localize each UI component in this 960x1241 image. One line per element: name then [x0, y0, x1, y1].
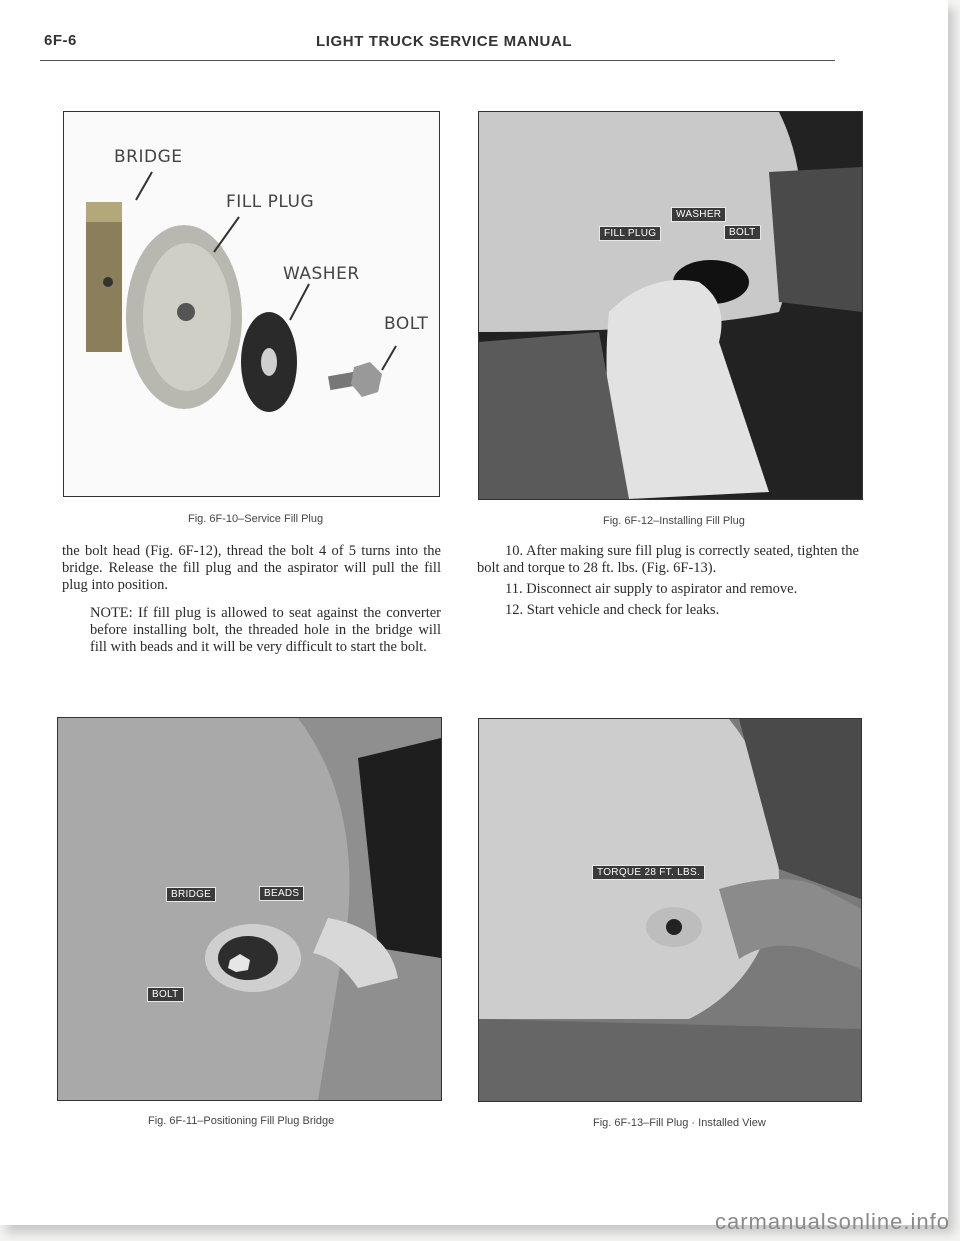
caption-fig-10: Fig. 6F-10–Service Fill Plug [188, 513, 324, 525]
page-title: LIGHT TRUCK SERVICE MANUAL [316, 33, 573, 50]
fill-plug-parts-illustration [64, 112, 439, 496]
label-bolt: BOLT [147, 987, 184, 1002]
step-11: 11. Disconnect air supply to aspirator and remove. [505, 581, 798, 597]
label-bolt: BOLT [384, 314, 429, 334]
note-paragraph: NOTE: If fill plug is allowed to seat against the converter before installing bolt, the threaded hole in the bridge will fill with beads and it will be very difficult to start the bolt. [90, 605, 441, 655]
fill-plug-installed-photo [479, 719, 861, 1101]
page-number: 6F-6 [44, 32, 77, 49]
step-10: 10. After making sure fill plug is correctly seated, tighten the bolt and torque to 28 ft. lbs. (Fig. 6F-13). [477, 543, 859, 576]
label-torque: TORQUE 28 FT. LBS. [592, 865, 705, 880]
figure-installing-fill-plug [478, 111, 863, 500]
installing-fill-plug-photo [479, 112, 862, 499]
right-steps [477, 543, 859, 619]
figure-service-fill-plug [63, 111, 440, 497]
caption-fig-12: Fig. 6F-12–Installing Fill Plug [603, 515, 745, 527]
label-washer: WASHER [283, 264, 360, 284]
label-bridge: BRIDGE [166, 887, 216, 902]
label-bolt: BOLT [724, 225, 761, 240]
positioning-bridge-photo [58, 718, 441, 1100]
label-fill-plug: FILL PLUG [599, 226, 661, 241]
label-beads: BEADS [259, 886, 304, 901]
label-washer: WASHER [671, 207, 726, 222]
header-rule [40, 60, 835, 61]
caption-fig-11: Fig. 6F-11–Positioning Fill Plug Bridge [148, 1115, 335, 1127]
left-paragraph [62, 543, 441, 594]
caption-fig-13: Fig. 6F-13–Fill Plug · Installed View [593, 1117, 766, 1129]
figure-fill-plug-installed [478, 718, 862, 1102]
page-header [40, 30, 840, 58]
watermark: carmanualsonline.info [714, 1209, 950, 1234]
label-bridge: BRIDGE [114, 147, 183, 167]
paragraph-bolt-head: the bolt head (Fig. 6F-12), thread the bolt 4 of 5 turns into the bridge. Release the fill plug and the aspirator will pull the fill plug into position. [62, 543, 441, 593]
step-12: 12. Start vehicle and check for leaks. [505, 602, 720, 618]
figure-positioning-bridge [57, 717, 442, 1101]
label-fill-plug: FILL PLUG [226, 192, 315, 212]
